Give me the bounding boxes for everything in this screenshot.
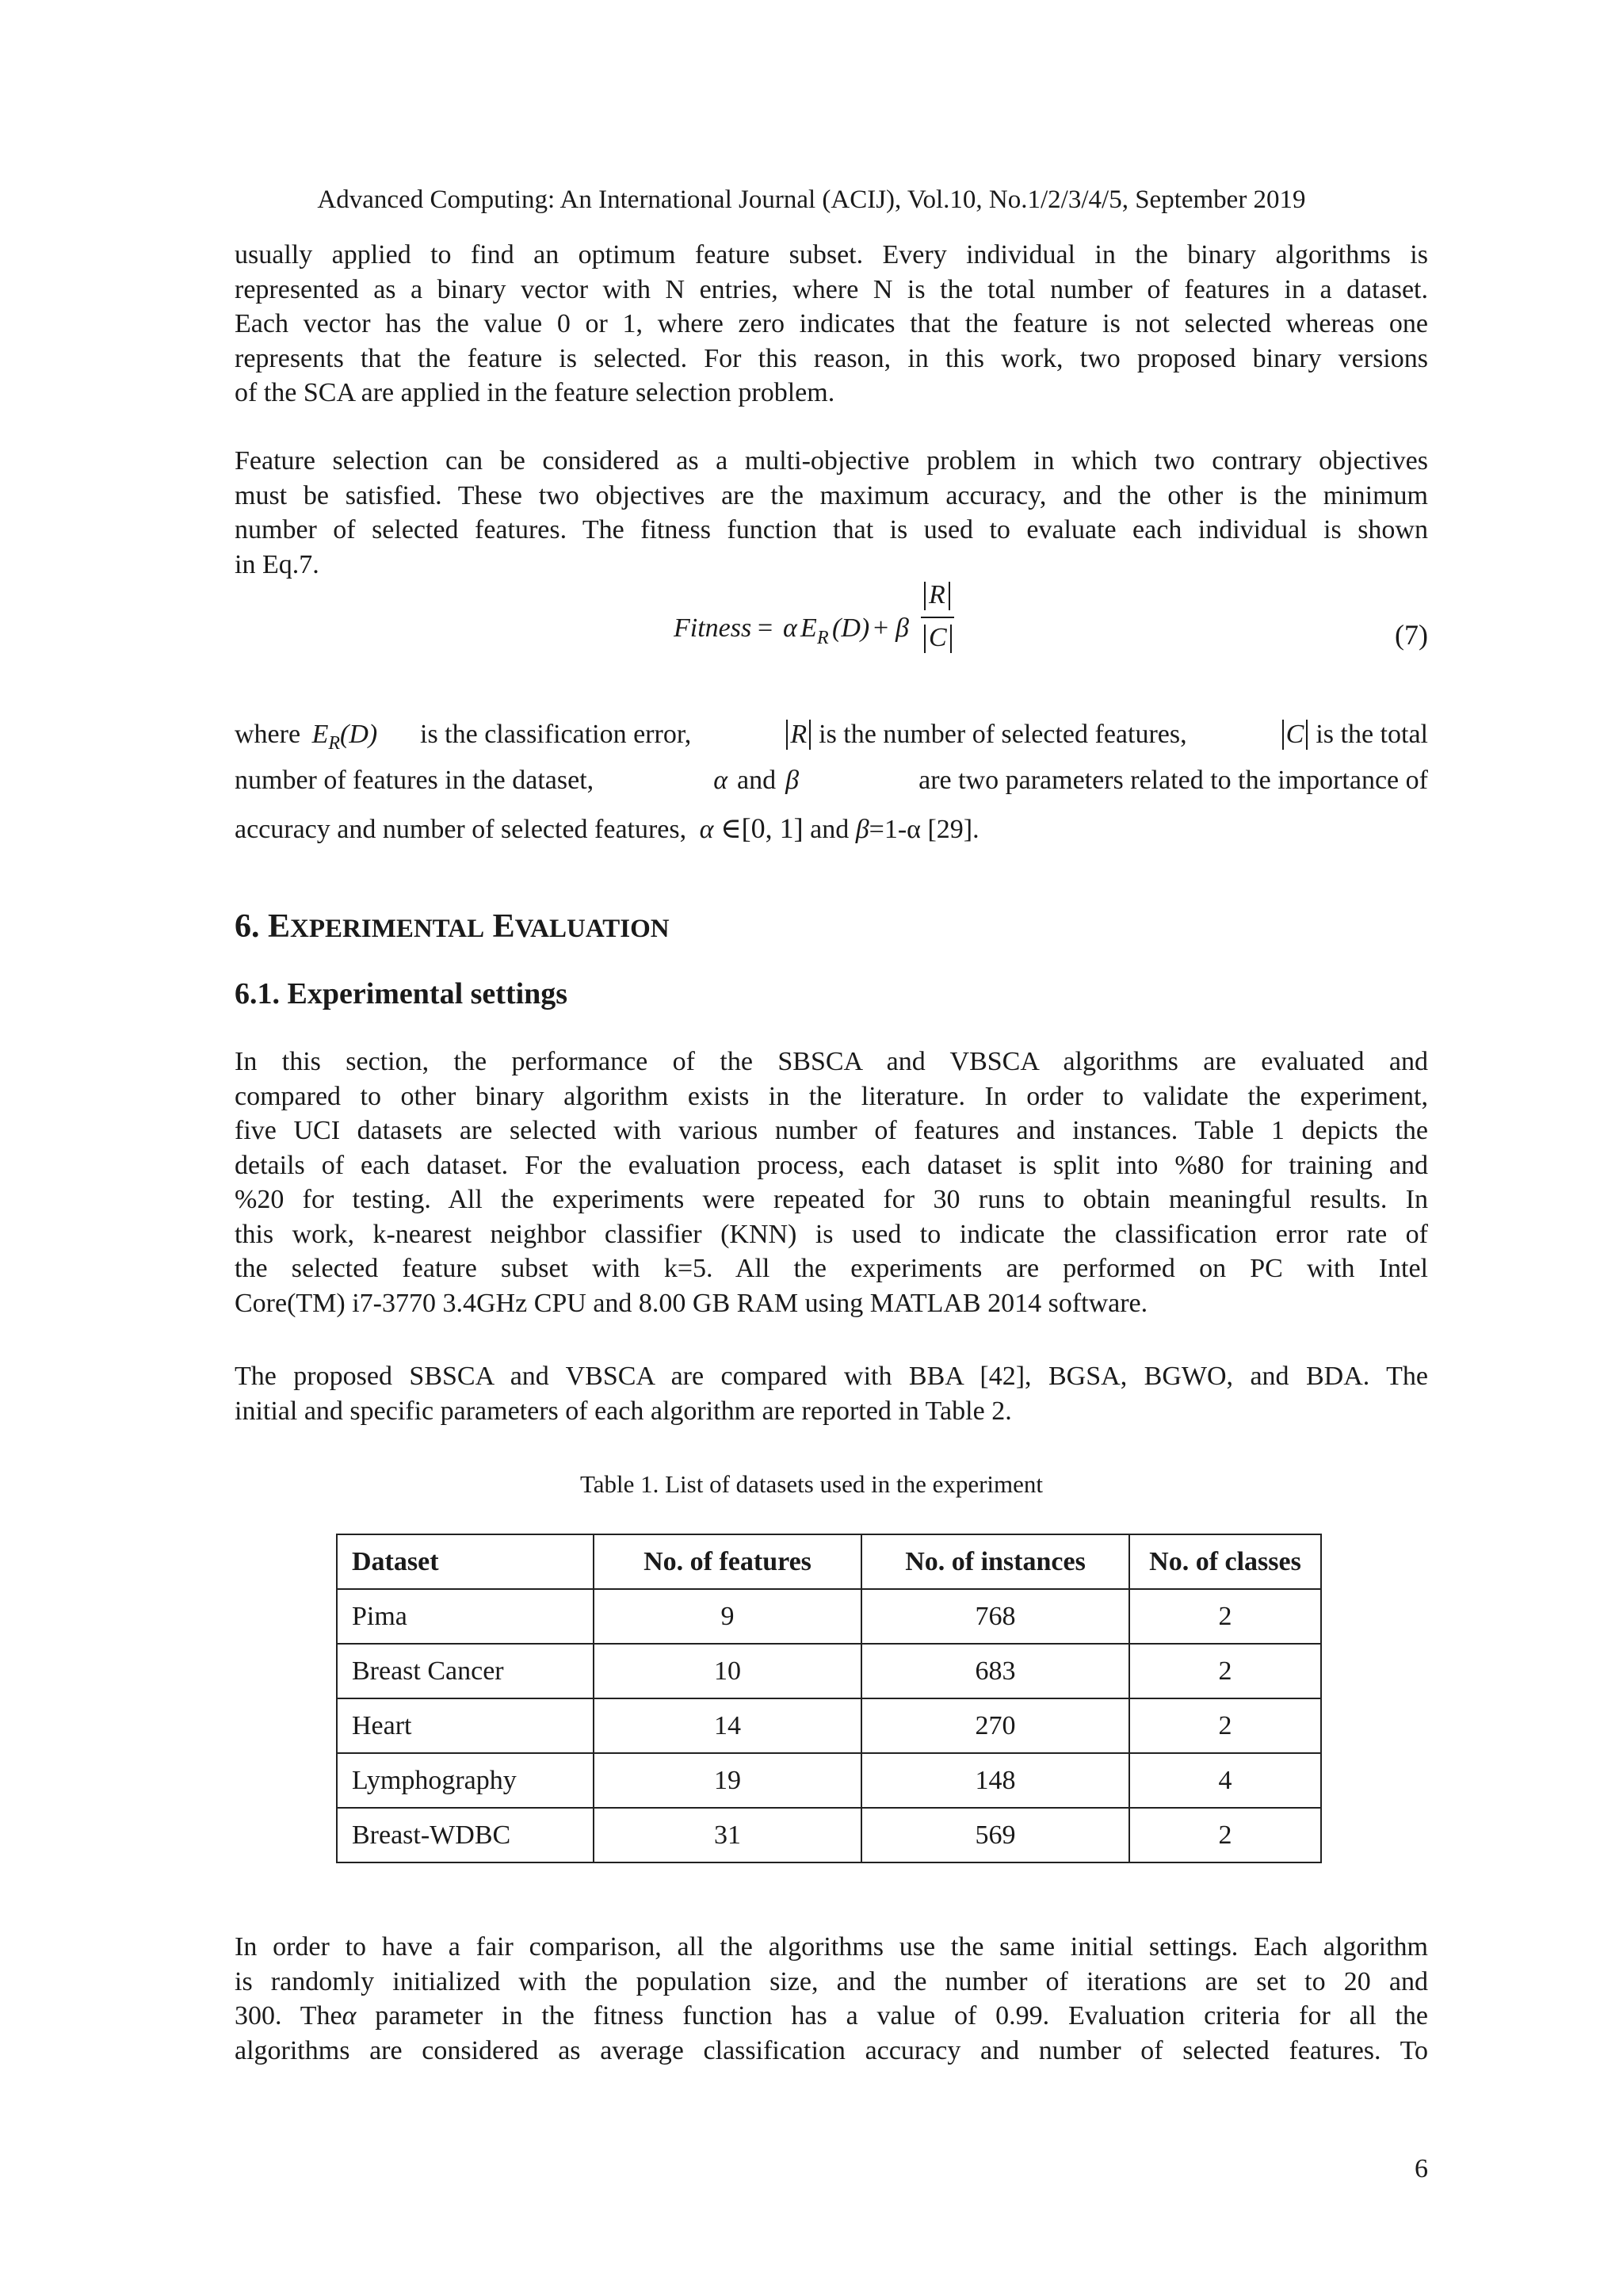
table-cell: 683 bbox=[861, 1644, 1129, 1698]
paragraph-comparison bbox=[235, 1359, 1428, 1428]
page-number: 6 bbox=[1415, 2154, 1428, 2183]
paragraph-multi-objective bbox=[235, 444, 1428, 582]
math-subscript: R bbox=[328, 733, 341, 754]
text-line: is randomly initialized with the population size, and the number of iterations are set to 20 and bbox=[235, 1966, 1428, 1996]
abs-bar bbox=[949, 582, 950, 610]
text-line: must be satisfied. These two objectives are the maximum accuracy, and the other is the minimum bbox=[235, 480, 1428, 510]
text-line: the selected feature subset with k=5. All the experiments are performed on PC with Intel bbox=[235, 1254, 1428, 1283]
subsection-heading: 6.1. Experimental settings bbox=[235, 977, 568, 1010]
heading-letter: E bbox=[492, 908, 515, 945]
heading-smallcaps: VALUATION bbox=[514, 915, 670, 943]
equation-D: (D) bbox=[832, 613, 870, 643]
abs-bar bbox=[924, 582, 926, 610]
table-caption: Table 1. List of datasets used in the experiment bbox=[579, 1470, 1044, 1498]
table-cell: 14 bbox=[594, 1698, 861, 1753]
text-line: The proposed SBSCA and VBSCA are compared with BBA [42], BGSA, BGWO, and BDA. The bbox=[235, 1362, 1428, 1391]
text-line: compared to other binary algorithm exists in the literature. In order to validate the experiment, bbox=[235, 1081, 1428, 1111]
table-cell: Breast Cancer bbox=[337, 1644, 594, 1698]
text-fragment: is the classification error, bbox=[420, 720, 692, 749]
running-header: Advanced Computing: An International Journal (ACIJ), Vol.10, No.1/2/3/4/5, September 2019 bbox=[317, 185, 1306, 214]
text-line: represents that the feature is selected. For this reason, in this work, two proposed binary versions bbox=[235, 343, 1428, 373]
heading-smallcaps: XPERIMENTAL bbox=[290, 915, 485, 943]
column-header: Dataset bbox=[337, 1534, 594, 1589]
table-row bbox=[337, 1808, 1321, 1862]
table-cell: Breast-WDBC bbox=[337, 1808, 594, 1862]
equation-alpha: α bbox=[783, 613, 797, 643]
column-header: No. of instances bbox=[861, 1534, 1129, 1589]
table-cell: 2 bbox=[1129, 1698, 1321, 1753]
text-line: number of selected features. The fitness function that is used to evaluate each individual is shown bbox=[235, 515, 1428, 544]
equation-plus: + bbox=[873, 613, 889, 643]
datasets-table bbox=[336, 1534, 1322, 1863]
table-cell: 2 bbox=[1129, 1589, 1321, 1644]
math-beta: β bbox=[785, 766, 800, 795]
text-fragment: and bbox=[810, 815, 850, 844]
text-fragment: is the total bbox=[1316, 720, 1428, 749]
text-fragment: 300. The bbox=[235, 2001, 342, 2030]
text-line: algorithms are considered as average classification accuracy and number of selected features. To bbox=[235, 2035, 1428, 2065]
where-line-1 bbox=[235, 720, 377, 755]
text-line: Each vector has the value 0 or 1, where zero indicates that the feature is not selected whereas one bbox=[235, 309, 1428, 338]
text-line: details of each dataset. For the evaluation process, each dataset is split into %80 for training and bbox=[235, 1150, 1428, 1180]
equation-E-subscript: R bbox=[817, 628, 829, 648]
text-line: initial and specific parameters of each algorithm are reported in Table 2. bbox=[235, 1396, 1012, 1426]
math-C: C bbox=[1282, 720, 1308, 750]
table-cell: 9 bbox=[594, 1589, 861, 1644]
table-cell: 2 bbox=[1129, 1808, 1321, 1862]
text-fragment: accuracy and number of selected features, bbox=[235, 815, 687, 844]
column-header: No. of classes bbox=[1129, 1534, 1321, 1589]
text-fragment: are two parameters related to the importance of bbox=[918, 766, 1428, 795]
table-cell: 270 bbox=[861, 1698, 1129, 1753]
section-heading bbox=[235, 907, 670, 946]
equation-number: (7) bbox=[1395, 619, 1428, 651]
fraction-bar bbox=[921, 617, 954, 618]
section-number: 6. bbox=[235, 908, 260, 945]
text-line: in Eq.7. bbox=[235, 549, 319, 579]
table-cell: 569 bbox=[861, 1808, 1129, 1862]
math-E: E bbox=[311, 720, 329, 749]
text-line: this work, k-nearest neighbor classifier (KNN) is used to indicate the classification error rate of bbox=[235, 1219, 1428, 1249]
math-alpha: α bbox=[713, 766, 728, 795]
text-fragment: number of features in the dataset, bbox=[235, 766, 594, 795]
equation-denominator: C bbox=[929, 623, 947, 652]
text-fragment: and bbox=[737, 766, 777, 795]
table-cell: 768 bbox=[861, 1589, 1129, 1644]
equation-beta: β bbox=[896, 613, 909, 643]
math-alpha: α bbox=[699, 815, 714, 844]
abs-bar bbox=[950, 625, 952, 653]
table-row bbox=[337, 1698, 1321, 1753]
text-fragment: parameter in the fitness function has a value of 0.99. Evaluation criteria for all the bbox=[375, 2001, 1429, 2030]
text-line: usually applied to find an optimum feature subset. Every individual in the binary algorithms is bbox=[235, 240, 1428, 269]
abs-bar bbox=[924, 625, 926, 653]
table-cell: 19 bbox=[594, 1753, 861, 1808]
where-line-2 bbox=[235, 766, 1428, 796]
paragraph-experiment-setup bbox=[235, 1045, 1428, 1320]
paragraph-binary-representation bbox=[235, 238, 1428, 411]
text-line: %20 for testing. All the experiments were repeated for 30 runs to obtain meaningful results. In bbox=[235, 1185, 1428, 1214]
table-cell: Heart bbox=[337, 1698, 594, 1753]
equation-equals: = bbox=[758, 613, 773, 643]
text-line: Core(TM) i7-3770 3.4GHz CPU and 8.00 GB RAM using MATLAB 2014 software. bbox=[235, 1288, 1148, 1318]
equation-lhs: Fitness bbox=[674, 613, 752, 643]
table-cell: 148 bbox=[861, 1753, 1129, 1808]
table-cell: 2 bbox=[1129, 1644, 1321, 1698]
table-row bbox=[337, 1753, 1321, 1808]
fitness-equation bbox=[674, 580, 991, 682]
table-header-row bbox=[337, 1534, 1321, 1589]
text-line: represented as a binary vector with N entries, where N is the total number of features in a dataset. bbox=[235, 274, 1428, 304]
table-row bbox=[337, 1589, 1321, 1644]
table-cell: 4 bbox=[1129, 1753, 1321, 1808]
table-cell: Pima bbox=[337, 1589, 594, 1644]
text-fragment: =1-α [29]. bbox=[869, 815, 980, 844]
text-line: of the SCA are applied in the feature selection problem. bbox=[235, 378, 835, 407]
text-line: In order to have a fair comparison, all the algorithms use the same initial settings. Each algorithm bbox=[235, 1932, 1428, 1962]
paragraph-fair-comparison bbox=[235, 1930, 1428, 2068]
math-alpha: α bbox=[342, 2001, 357, 2030]
table-cell: 31 bbox=[594, 1808, 861, 1862]
equation-E: E bbox=[800, 613, 817, 643]
math-interval: ∈[0, 1] bbox=[720, 812, 804, 844]
where-line-1-rest bbox=[420, 720, 1428, 750]
text-line: In this section, the performance of the SBSCA and VBSCA algorithms are evaluated and bbox=[235, 1047, 1428, 1076]
heading-letter: E bbox=[268, 908, 291, 945]
math-beta: β bbox=[855, 815, 869, 844]
math-R: R bbox=[786, 720, 811, 750]
text-line-with-alpha bbox=[235, 1999, 1428, 2034]
table-cell: 10 bbox=[594, 1644, 861, 1698]
math-D: (D) bbox=[340, 720, 378, 749]
table-row bbox=[337, 1644, 1321, 1698]
table-cell: Lymphography bbox=[337, 1753, 594, 1808]
column-header: No. of features bbox=[594, 1534, 861, 1589]
text-fragment: is the number of selected features, bbox=[819, 720, 1187, 749]
equation-numerator: R bbox=[929, 580, 945, 609]
where-line-3 bbox=[235, 812, 980, 845]
text-line: five UCI datasets are selected with various number of features and instances. Table 1 depicts the bbox=[235, 1116, 1428, 1145]
text-line: Feature selection can be considered as a multi-objective problem in which two contrary objectives bbox=[235, 446, 1428, 476]
text-fragment: where bbox=[235, 720, 301, 749]
